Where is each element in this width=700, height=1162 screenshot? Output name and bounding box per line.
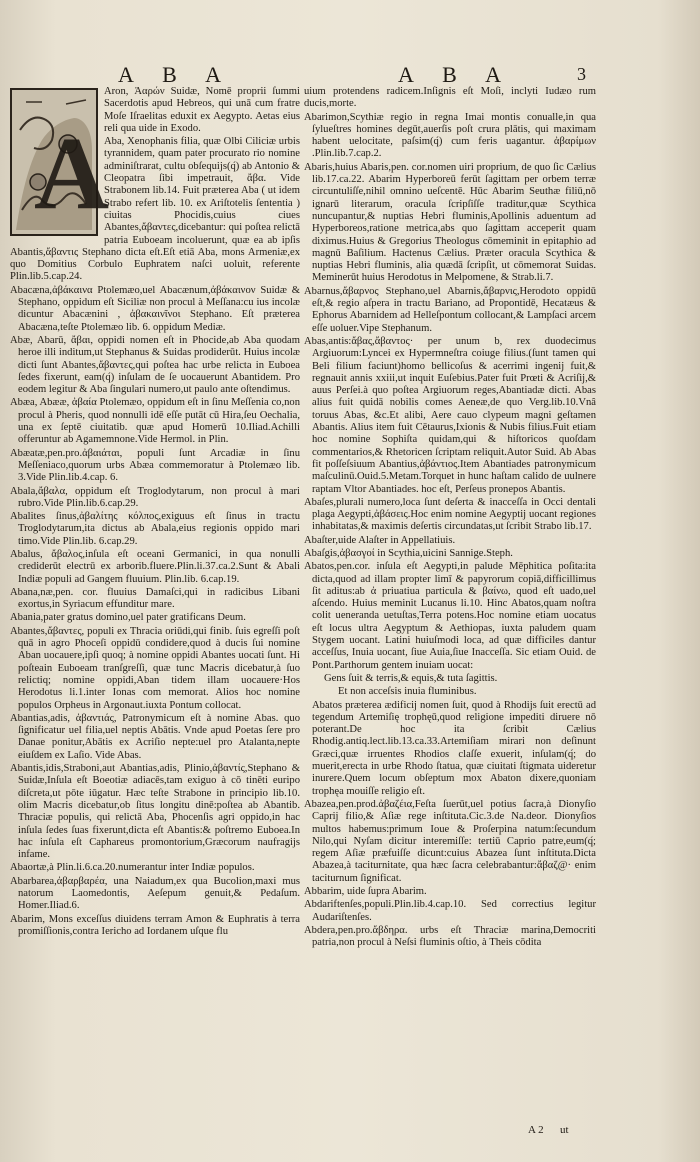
catchword: ut (560, 1124, 569, 1136)
page-number: 3 (577, 64, 586, 84)
entry-aba: Aba, Xenophanis filia, quæ Olbi Ciliciæ urbis tyrannidem, quam pater procurato rio nomine adminiſtrarat, cultu obſequijs(q́) ab Antonio & Cleopatra ſibi impetrauit, ἄβα. Vide Strabonem lib.14. Fuit præterea Aba ( ut idem Strabo refert lib. 10. ex Ariſtotelis ſententia ) ciuitas Phocidis,cuius ciues Abantes,ἄβαντες,dicebantur: qui poſtea relictā patria Euboeam incoluerunt, quæ ea ab ipſis Abantis,ἄβαντις Stephano dicta eſt.Eſt etiā Aba, mons Armeniæ,ex quo Domitius Corbulo Euphratem naſci uoluit, referente Plin.lib.5.cap.24. (10, 136, 300, 283)
entry-abaortae: Abaortæ,à Plin.li.6.ca.20.numerantur inter Indiæ populos. (10, 862, 255, 874)
entry-abarnus: Abarnus,ἄβαρνος Stephano,uel Abarnis,ἄβαρνις,Herodoto oppidū eſt,& regio aſpera in tractu Bariano, ad Propontidē, Hecatæus & Ephorus Abarnidem ad Helleſpontum collocant,& Lampſaci arcem eſſe uoluer.Vipe Stephanum. (304, 285, 596, 334)
entry-abaeatae: Abæatæ,pen.pro.ἀβαιάται, populi ſunt Arcadiæ in ſinu Meſſeniaco,quorum urbs Abæa commemoratur à Ptolemæo lib. 3.Vide Plin.lib.4.cap. 6. (10, 447, 300, 484)
entry-abarim-continued: uium protendens radicem.Inſignis eſt Moſi, inclyti Iudæo rum ducis,morte. (304, 86, 596, 110)
entry-abatos-aedificium: Abatos præterea ædificij nomen ſuit, quod à Rhodijs ſuit erectū ad tegendum Artemiſię trophęū,quod religione impediti diruere nō poterant.De hoc ita ſcribit Cælius Rhodig.antiq.lect.lib.13.ca.33.Artemiſiam mirari non deſinunt Græci,quæ irruentes Rhodios claſſe exuerit, inſulam(q́; do muerit,erecta in urbe Rhodo ſtatua, quæ ciuitati ſtigmata uideretur inurere.Quem locum obſeptum mox Abaton dixere,quoniam trophęa mouiſſe religio eſt. (312, 699, 596, 797)
left-column (10, 86, 300, 939)
verse-line-2: Et non acceſsis inuia fluminibus. (338, 686, 477, 698)
entry-abaea: Abæa, Abææ, ἀβαία Ptolemæo, oppidum eſt in ſinu Meſſenia co,non procul à Pheris, quod nonnulli idē eſſe putāt cū Hira,ſeu Oechalia, una ex ſeptē ciuitatib. quæ apud Homerū 10.Iliad.Achilli offeruntur ab Agamemnone.Vide Hermol. in Plin. (10, 397, 300, 446)
entry-abas: Abas,antis:ἄβας,ἄβαντος· per unum b, rex duodecimus Argiuorum:Lyncei ex Hypermneſtra coiuge filius.(ſunt tamen qui Beli filium faciunt)homo bellicoſus & acerrimi ingenij fuit,& regnauit annis xxiii,ut inquit Euſebius.Pater fuit Prœti & Acriſij,& auus Perſei.à quo poſtea Argiuorum reges,Abantiadæ dicti. Abas alius fuit quidā nobilis comes Aeneæ,de quo Verg.lib.10.Vnâ toruus Abas, &c.Et alibi, Aere cauo clypeum magni geſtamen Abantis. Alius item fuit Cētaurus,Ixionis & Nubis filius.Fuit etiam hoc nomine Sophiſta quidam,qui & hiſtoricos quoſdam commentarios,& Rhetoricen ſcriptam reliquit.Autor Suid. Ab Abas fit poſſeſsiuum Abantius,ἀβάντιος.Item Abantiades patronymicum maſculinū.Ouid.5.Metam.Torquet in hunc haſtam calido de uulnere raptam Vltor Abantiades. hoc eſt, Perſeus pronepos Abantis. (304, 335, 596, 495)
entry-abases: Abaſes,plurali numero,loca ſunt deſerta & inacceſſa in Occi dentali plaga Aegypti,ἀβάσεις.Hoc enim nomine Aegyptij uocant regiones inhabitatas,& maximis deſertis circundatas,ut ſcribit Strabo lib.17. (304, 496, 596, 533)
entry-abala: Abala,ἄβαλα, oppidum eſt Troglodytarum, non procul à mari rubro.Vide Plin.lib.6.cap.29. (10, 485, 300, 509)
running-head-left: A B A (118, 62, 234, 87)
entry-abatos: Abatos,pen.cor. inſula eſt Aegypti,in palude Mēphitica poſita:ita dicta,quod ad illam propter limī & papyrorum copiā,difficillimus ſit aditus:ab ἀ priuatiua particula & βαίνω, quod eſt uado,uel aſcendo. Huius meminit Lucanus li.10. Hinc Abatos,quam noſtra colit ueneranda uetuſtas,Terra potens.Hoc nomine etiam uocatus eſt locus ultra Aegyptum & Aethiopas, iuxta paludem quam Stygem uocant. Latini huiuſmodi loca, ad quæ difficiles dantur acceſſus, Inuia uocant, ſiue Auia,ſiue Inacceſſa. Sic etiam Ouid. de Pont.Parthorum gentem inuiam uocat: (304, 561, 596, 671)
entry-abantias: Abantias,adis, ἀβαντιάς, Patronymicum eſt à nomine Abas. quo ſignificatur uel filia,uel neptis Abātis. Vnde apud Poetas ſere pro Danae ponitur,Abātis ex Acriſio nepte:uel pro Atalanta,nepte eiuſdem ex Laſio. Vide Abas. (10, 712, 300, 761)
initial-letter-a: A (34, 116, 110, 231)
entry-abaster: Abaſter,uide Alaſter in Appellatiuis. (304, 534, 456, 546)
entry-abdera: Abdera,pen.pro.ἄβδηρα. urbs eſt Thraciæ marina,Democriti patria,non procul à Neſsi fluminis oſtio, à Theis cōdita (304, 924, 596, 949)
entry-abania: Abania,pater gratus domino,uel pater gratificans Deum. (10, 612, 246, 624)
entry-abana: Abana,næ,pen. cor. fluuius Damaſci,qui in radicibus Libani exortus,in Syriacum effunditur mare. (10, 586, 300, 611)
verse-line-1: Gens ſuit & terris,& equis,& tuta ſagittis. (324, 672, 498, 684)
entry-abazea: Abazea,pen.prod.ἀβαζέια,Feſta ſuerūt,uel potius ſacra,à Dionyſio Caprij filio,& Aſiæ rege inſtituta.Cic.3.de Na.deor. Dionyſios multos habemus:primum Ioue & Proſerpina natum:ſecundum Nilo,qui Nyſam dicitur interemiſſe: tertiū Caprio patre,eum(q́; regem Aſiæ præfuiſſe dicunt:cuius Abazea ſunt inſtituta.Dicta Abazea,à taciturnitate, qua hæc ſacra celebrabantur:ἄβαζ@· enim taciturnum ſignificat. (304, 798, 596, 884)
signature-mark: A 2 (528, 1124, 544, 1136)
entry-aron: Aron, Ἀαρών Suidæ, Nomē proprii ſummi Sacerdotis apud Hebreos, qui unā cum fratre Moſe Iſraelitas eduxit ex Aegypto. Aetas eius reli qua uide in Exodo. (104, 86, 300, 134)
right-column (304, 86, 596, 950)
entry-abarim: Abarim, Mons exceſſus diuidens terram Amon & Euphratis à terra promiſſionis,contra Iericho ad Iordanem uſque flu (10, 913, 300, 937)
running-head-right: A B A (398, 62, 514, 87)
entry-abantes: Abantes,ἄβαντες, populi ex Thracia oriūdi,qui finib. ſuis egreſſi poſt quā in agro Phoceſi oppidū condidere,quod à ducis ſui nomine Aban uocauere,ipſi quoq; à nomine oppidi Abantes uocati ſunt. Hi poſteain Euboeam tranſgreſſi, quæ tunc Macris dicebatur,à ſuo relictiq; nomine oppidi,Aban tidem illam uocauere·Hos Herodotus li.1.inter Ionas com memorat. Alios hoc nomine populos Orpheus in Argonaut.iuxta Pontum collocat. (10, 625, 300, 711)
entry-abalites: Abalites ſinus,ἀβαλίτης κόλπος,exiguus eſt ſinus in tractu Troglodytarum,ita dictus ab Abala,eius regionis oppido mari timo.Vide Plin.lib. 6.cap.29. (10, 511, 300, 547)
decorated-initial-letter (10, 88, 110, 236)
entry-abaris: Abaris,huius Abaris,pen. cor.nomen uiri proprium, de quo ſic Cælius lib.17.ca.22. Abarim Hyperboreū ferūt ſagittam per orbem terræ circuntuliſſe,nihil omnino ueſcentē. Hūc Abarim Seuthæ filiū,nō ignarū literarum, oracula ſcripſiſſe traditur,quæ Scythica nuncupantur,& nuptias Hebri fluminis,Apollinis aduentum ad Hyperboreos,ratione metrica,abs quo ſagittam acceperit quam diximus.Huius & Gregorius Theologus cōmeminit in epitaphio ad magnū Baſilium. Hactenus Cælius. Præter oracula Scythica & nuptias Hebri fluminis, alia quædā ſcripſit, ut cōmemorat Suidas. Meminerūt huius Herodotus in Melpomene, & Strab.li.7. (304, 161, 596, 284)
entry-abalus: Abalus, ἄβαλος,inſula eſt oceani Germanici, in qua nonulli crediderūt electrū ex arborib.fluere.Plin.li.37.ca.2.Sunt & Abali Indiæ populi ad Gangem fluuium. Plin.lib. 6.cap.19. (10, 548, 300, 585)
running-head (0, 62, 700, 88)
entry-abbarim: Abbarim, uide ſupra Abarim. (304, 886, 427, 897)
entry-abarimon: Abarimon,Scythiæ regio in regna Imai montis conualle,in qua ſylueſtres homines degūt,auerſis poſt crura plātis, qui maximam habent uelocitate, paſsim(q́) cum feris uagantur. ἀβαρίμων .Plin.lib.7.cap.2. (304, 111, 596, 160)
entry-abacaena: Abacæna,ἀβάκαινα Ptolemæo,uel Abacænum,ἀβάκαινον Suidæ & Stephano, oppidum eſt Siciliæ non procul à Meſſana:cu ius incolæ dicuntur Abacænini , ἀβακαινῖνοι Stephano. Eſt præterea Abacæna,teſte Ptolemæo lib. 6. oppidum Mediæ. (10, 284, 300, 333)
entry-abdaristenses: Abdariftenſes,populi.Plin.lib.4.cap.10. Sed correctius legitur Audariſtenſes. (304, 899, 596, 923)
entry-abarbarea: Abarbarea,ἀβαρβαρέα, una Naiadum,ex qua Bucolion,maxi mus natorum Laomedontis, Aeſepum genuit,& Pedaſum. Homer.Iliad.6. (10, 875, 300, 912)
entry-abae: Abæ, Abarū, ἄβαι, oppidi nomen eſt in Phocide,ab Aba quodam heroe illi inditum,ut Stephanus & Suidas prodiderūt. Huius incolæ dicti ſunt Abantes,ἄβαντες,qui poſtea hac urbe relicta in Euboea ſedes fixerunt, eam(q́) inſulam de ſe uocauerunt Abantidem. Pro eodem legitur & Aba ſingulari numero,ut paulo ante oſtendimus. (10, 334, 300, 396)
entry-abantis: Abantis,idis,Straboni,aut Abantias,adis, Plinio,ἀβαντίς,Stephano & Suidæ,Inſula eſt Boeotiæ adiacēs,tam exiguo à cō tinēti euripo diſcreta,ut pōte iūgatur. Hæc teſte Strabone in principio lib.10. olim Macris dicebatur,ob ſitus longitu dinē:poſtea ab Abantib. Thraciæ populis, qui relictā Aba, Phocenſis agri oppido,in hac inſula ſedes ſuas fixerunt,dicta eſt Abantis:& poſtremo Euboea.In hac inſula eſt Caphareus promontorium,Græcorum naufragijs infame. (10, 763, 300, 861)
entry-abasgis: Abaſgis,ἀβασγοί in Scythia,uicini Sannige.Steph. (304, 547, 513, 559)
